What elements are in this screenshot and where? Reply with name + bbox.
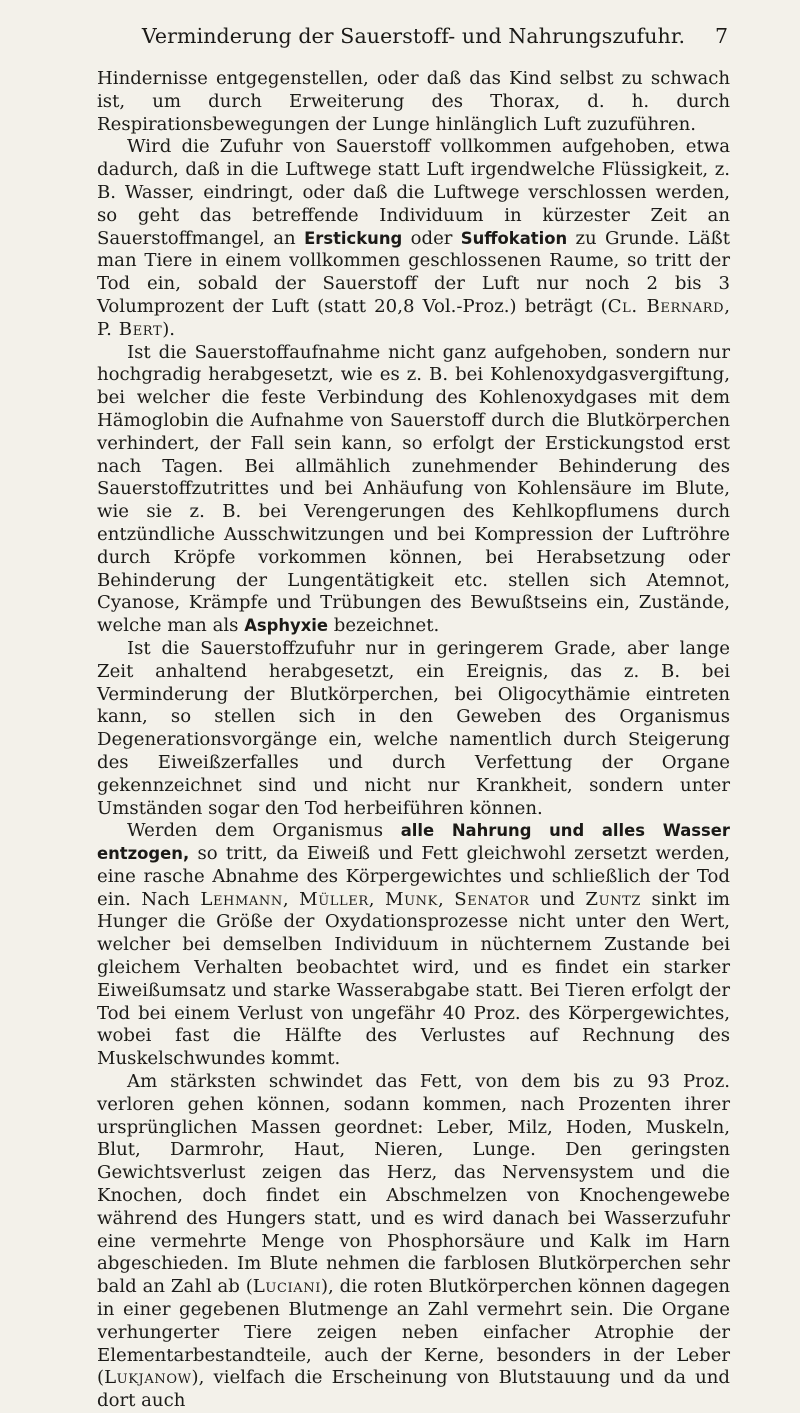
text-run: bezeichnet. xyxy=(328,615,440,637)
paragraph-5 xyxy=(97,820,730,1071)
author-name: Lukjanow xyxy=(104,1367,192,1389)
paragraph-3 xyxy=(97,342,730,638)
running-title: Verminderung der Sauerstoff- und Nahrungszufuhr. xyxy=(141,24,686,48)
text-run: ), vielfach die Erscheinung von Blutstauung und da und dort auch xyxy=(97,1367,730,1412)
text-run: Ist die Sauerstoffaufnahme nicht ganz aufgehoben, sondern nur hochgradig herabgesetzt, wie es z. B. bei Kohlenoxydgasvergiftung, bei welcher die feste Verbindung des Kohlenoxydgases mit dem Hämoglobin die Aufnahme von Sauerstoff durch die Blutkörperchen verhindert, der Fall sein kann, so erfolgt der Erstickungstod erst nach Tagen. Bei allmählich zunehmender Behinderung des Sauerstoffzutrittes und bei Anhäufung von Kohlensäure im Blute, wie sie z. B. bei Verengerungen des Kehlkopflumens durch entzündliche Ausschwitzungen und bei Kompression der Luftröhre durch Kröpfe vorkommen können, bei Herabsetzung oder Behinderung der Lungentätigkeit etc. stellen sich Atemnot, Cyanose, Krämpfe und Trübungen des Bewußtseins ein, Zustände, welche man als xyxy=(97,341,730,637)
text-run: ), die roten Blutkörperchen können dagegen in einer gegebenen Blutmenge an Zahl vermehrt sein. Die Organe verhungerter Tiere zeigen neben einfacher Atrophie der Elementarbestandteile, auch der Kerne, besonders in der Leber ( xyxy=(97,1276,730,1389)
text-run: , xyxy=(724,295,730,317)
text-run: , xyxy=(368,888,385,910)
term-asphyxie: Asphyxie xyxy=(244,616,329,636)
text-run: oder xyxy=(402,227,461,249)
term-erstickung: Erstickung xyxy=(304,228,403,248)
author-name: Müller xyxy=(299,888,369,910)
text-run: , xyxy=(437,888,455,910)
text-run: zu Grunde. Läßt man Tiere in einem vollkommen geschlossenen Raume, so tritt der Tod ein, sobald der Sauerstoff der Luft nur noch 2 bis 3 Volumprozent der Luft (statt 20,8 Vol.-Proz.) beträgt ( xyxy=(97,227,730,317)
paragraph-4 xyxy=(97,638,730,820)
paragraph-6 xyxy=(97,1071,730,1413)
text-run: Wird die Zufuhr von Sauerstoff vollkommen aufgehoben, etwa dadurch, daß in die Luftwege statt Luft irgendwelche Flüssigkeit, z. B. Wasser, eindringt, oder daß die Luftwege verschlossen werden, so geht das betreffende Individuum in kürzester Zeit an Sauerstoffmangel, an xyxy=(97,136,730,249)
text-run: ). xyxy=(162,318,176,340)
author-name: Lehmann xyxy=(200,888,283,910)
running-header xyxy=(97,16,730,60)
author-name: P. Bert xyxy=(97,318,163,340)
text-run: Werden dem Organismus xyxy=(127,820,401,842)
text-run: Am stärksten schwindet das Fett, von dem bis zu 93 Proz. verloren gehen können, sodann kommen, nach Prozenten ihrer ursprünglichen Massen geordnet: Leber, Milz, Hoden, Muskeln, Blut, Darmrohr, Haut, Nieren, Lunge. Den geringsten Gewichtsverlust zeigen das Herz, das Nervensystem und die Knochen, doch findet ein Abschmelzen von Knochengewebe während des Hungers statt, und es wird danach bei Wasserzufuhr eine vermehrte Menge von Phosphorsäure und Kalk im Harn abgeschieden. Im Blute nehmen die farblosen Blutkörperchen sehr bald an Zahl ab ( xyxy=(97,1071,730,1298)
body-text xyxy=(97,68,730,1413)
author-name: Munk xyxy=(385,888,438,910)
author-name: Zuntz xyxy=(585,888,642,910)
text-run: Hindernisse entgegenstellen, oder daß das Kind selbst zu schwach ist, um durch Erweiterung des Thorax, d. h. durch Respirationsbewegungen der Lunge hinlänglich Luft zuzuführen. xyxy=(97,68,730,135)
author-name: Cl. Bernard xyxy=(607,295,725,317)
term-suffokation: Suffokation xyxy=(460,228,568,248)
author-name: Luciani xyxy=(252,1276,321,1298)
term-nahrungsentzug: alle Nahrung und alles Wasser entzogen, xyxy=(97,821,730,864)
paragraph-2 xyxy=(97,136,730,341)
text-run: , xyxy=(282,888,300,910)
text-run: Ist die Sauerstoffzufuhr nur in geringerem Grade, aber lange Zeit anhaltend herabgesetzt, ein Ereignis, das z. B. bei Verminderung der Blutkörperchen, bei Oligocythämie eintreten kann, so stellen sich in den Geweben des Organismus Degenerationsvorgänge ein, welche namentlich durch Steigerung des Eiweißzerfalles und durch Verfettung der Organe gekennzeichnet sind und nicht nur Krankheit, sondern unter Umständen sogar den Tod herbeiführen können. xyxy=(97,637,730,819)
text-run: und xyxy=(529,888,586,910)
text-run: so tritt, da Eiweiß und Fett gleichwohl zersetzt werden, eine rasche Abnahme des Körpergewichtes und schließlich der Tod ein. Nach xyxy=(97,843,730,910)
author-name: Senator xyxy=(454,888,530,910)
text-run: sinkt im Hunger die Größe der Oxydationsprozesse nicht unter den Wert, welcher bei demselben Individuum in nüchternem Zustande bei gleichem Verhalten beobachtet wird, und es findet ein starker Eiweißumsatz und starke Wasserabgabe statt. Bei Tieren erfolgt der Tod bei einem Verlust von ungefähr 40 Proz. des Körpergewichtes, wobei fast die Hälfte des Verlustes auf Rechnung des Muskelschwundes kommt. xyxy=(97,888,730,1070)
page-number: 7 xyxy=(714,24,728,48)
paragraph-1 xyxy=(97,68,730,136)
